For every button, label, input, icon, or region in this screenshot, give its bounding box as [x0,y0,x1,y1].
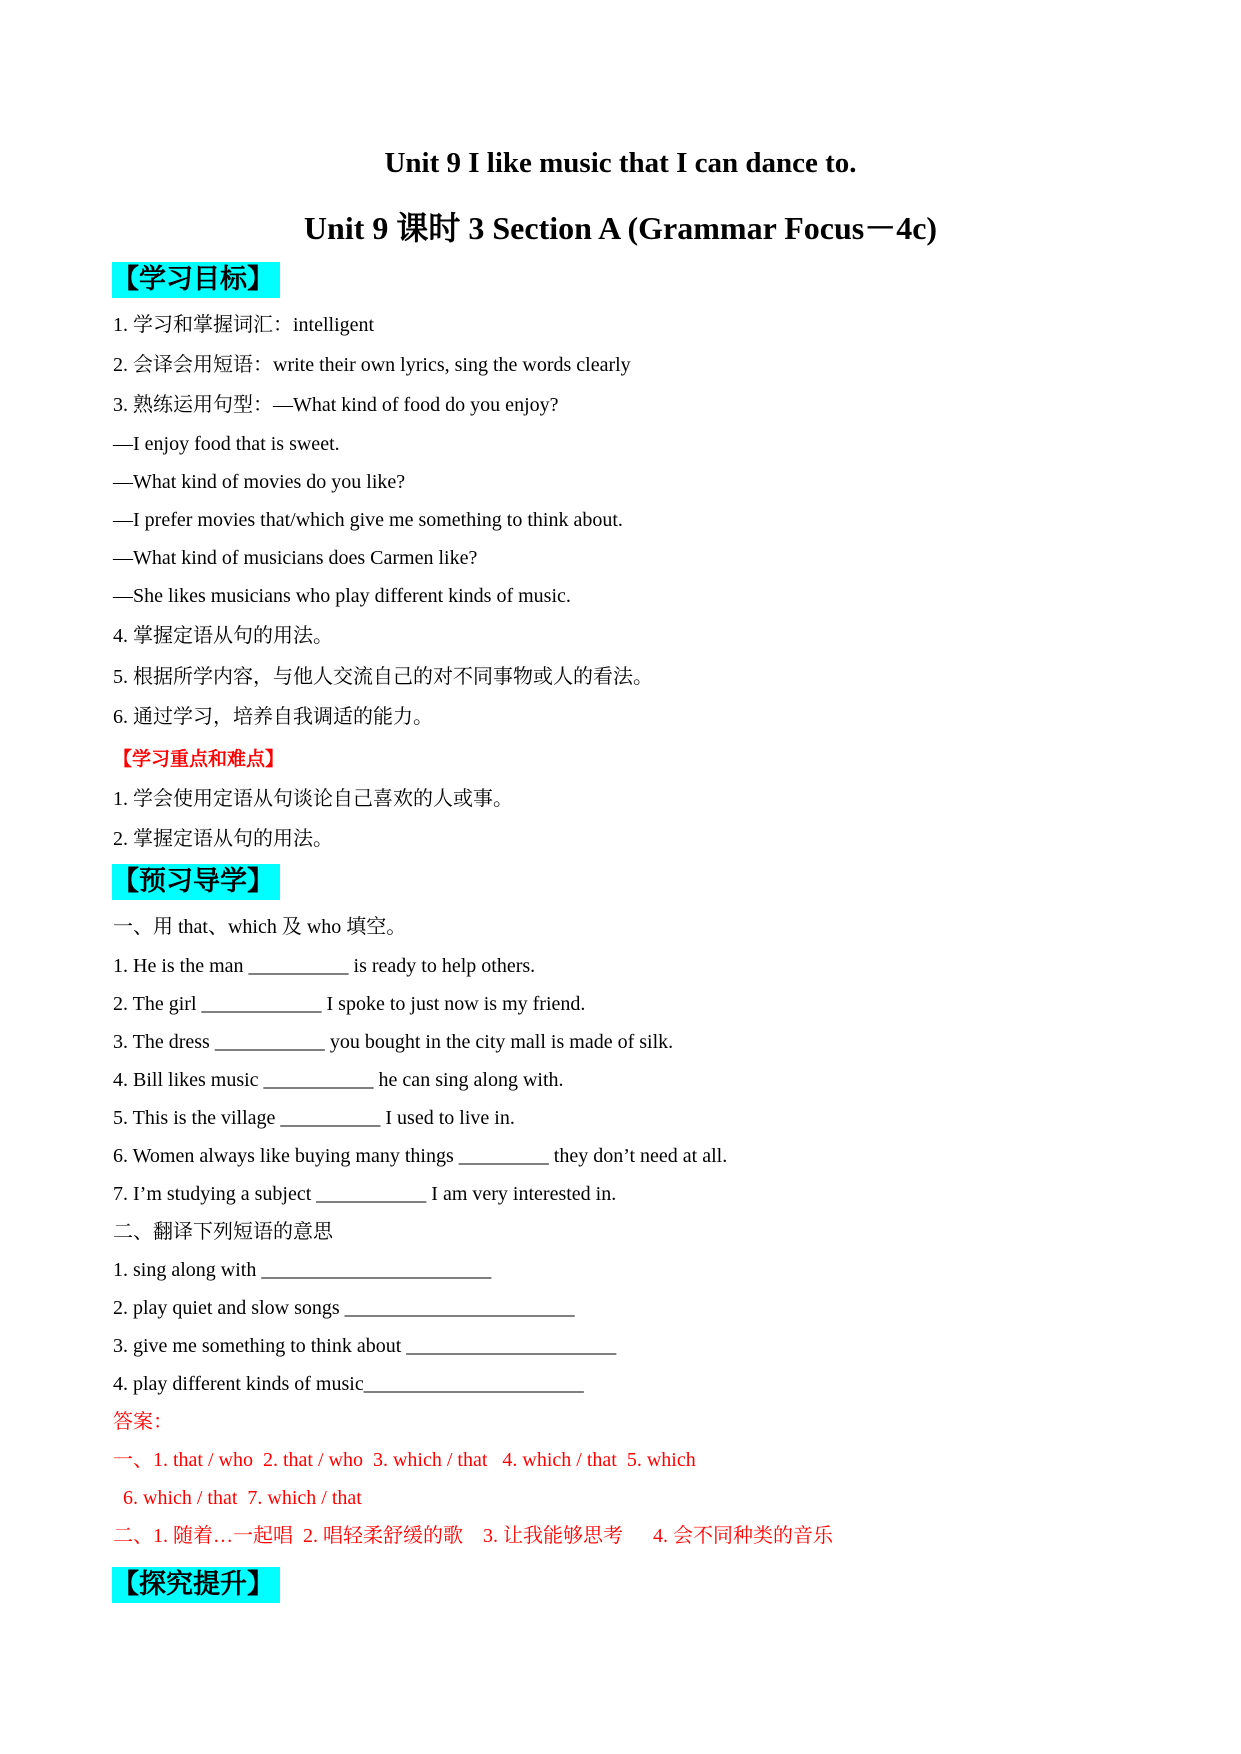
translate-item: 4. play different kinds of music______________________ [113,1373,584,1395]
translate-item: 3. give me something to think about _____________________ [113,1335,617,1357]
objective-line: —She likes musicians who play different kinds of music. [113,585,571,607]
answers-line: 6. which / that 7. which / that [113,1487,362,1509]
translate-item: 2. play quiet and slow songs _______________________ [113,1297,575,1319]
fill-blank-item: 7. I’m studying a subject ___________ I am very interested in. [113,1183,617,1205]
objective-line: 5. 根据所学内容，与他人交流自己的对不同事物或人的看法。 [113,666,653,688]
part2-title: 二、翻译下列短语的意思 [113,1221,333,1243]
objective-line: —What kind of musicians does Carmen like? [113,547,478,569]
fill-blank-item: 6. Women always like buying many things _________ they don’t need at all. [113,1145,728,1167]
objective-line: 3. 熟练运用句型：—What kind of food do you enjoy? [113,394,559,416]
objective-line: —What kind of movies do you like? [113,471,406,493]
translate-item: 1. sing along with _______________________ [113,1259,492,1281]
objective-line: —I enjoy food that is sweet. [113,433,340,455]
answers-label: 答案： [113,1411,173,1433]
key-points-heading: 【学习重点和难点】 [113,748,285,770]
page-subtitle: Unit 9 课时 3 Section A (Grammar Focus－4c) [303,210,938,246]
fill-blank-item: 3. The dress ___________ you bought in the city mall is made of silk. [113,1031,674,1053]
fill-blank-item: 1. He is the man __________ is ready to help others. [113,955,536,977]
part1-title: 一、用 that、which 及 who 填空。 [113,916,407,938]
objectives-heading: 【学习目标】 [112,262,280,298]
key-point-line: 2. 掌握定语从句的用法。 [113,828,333,850]
fill-blank-item: 2. The girl ____________ I spoke to just now is my friend. [113,993,586,1015]
answers-line: 一、1. that / who 2. that / who 3. which / that 4. which / that 5. which [113,1449,696,1471]
page-title: Unit 9 I like music that I can dance to. [384,147,857,179]
answers-line: 二、1. 随着…一起唱 2. 唱轻柔舒缓的歌 3. 让我能够思考 4. 会不同种类的音乐 [113,1525,833,1547]
objective-line: 1. 学习和掌握词汇：intelligent [113,314,375,336]
fill-blank-item: 5. This is the village __________ I used to live in. [113,1107,515,1129]
objective-line: —I prefer movies that/which give me something to think about. [113,509,623,531]
preview-heading: 【预习导学】 [112,864,280,900]
objective-line: 6. 通过学习，培养自我调适的能力。 [113,706,433,728]
objective-line: 4. 掌握定语从句的用法。 [113,625,333,647]
objective-line: 2. 会译会用短语：write their own lyrics, sing the words clearly [113,354,631,376]
fill-blank-item: 4. Bill likes music ___________ he can sing along with. [113,1069,564,1091]
explore-heading: 【探究提升】 [112,1567,280,1603]
key-point-line: 1. 学会使用定语从句谈论自己喜欢的人或事。 [113,788,513,810]
